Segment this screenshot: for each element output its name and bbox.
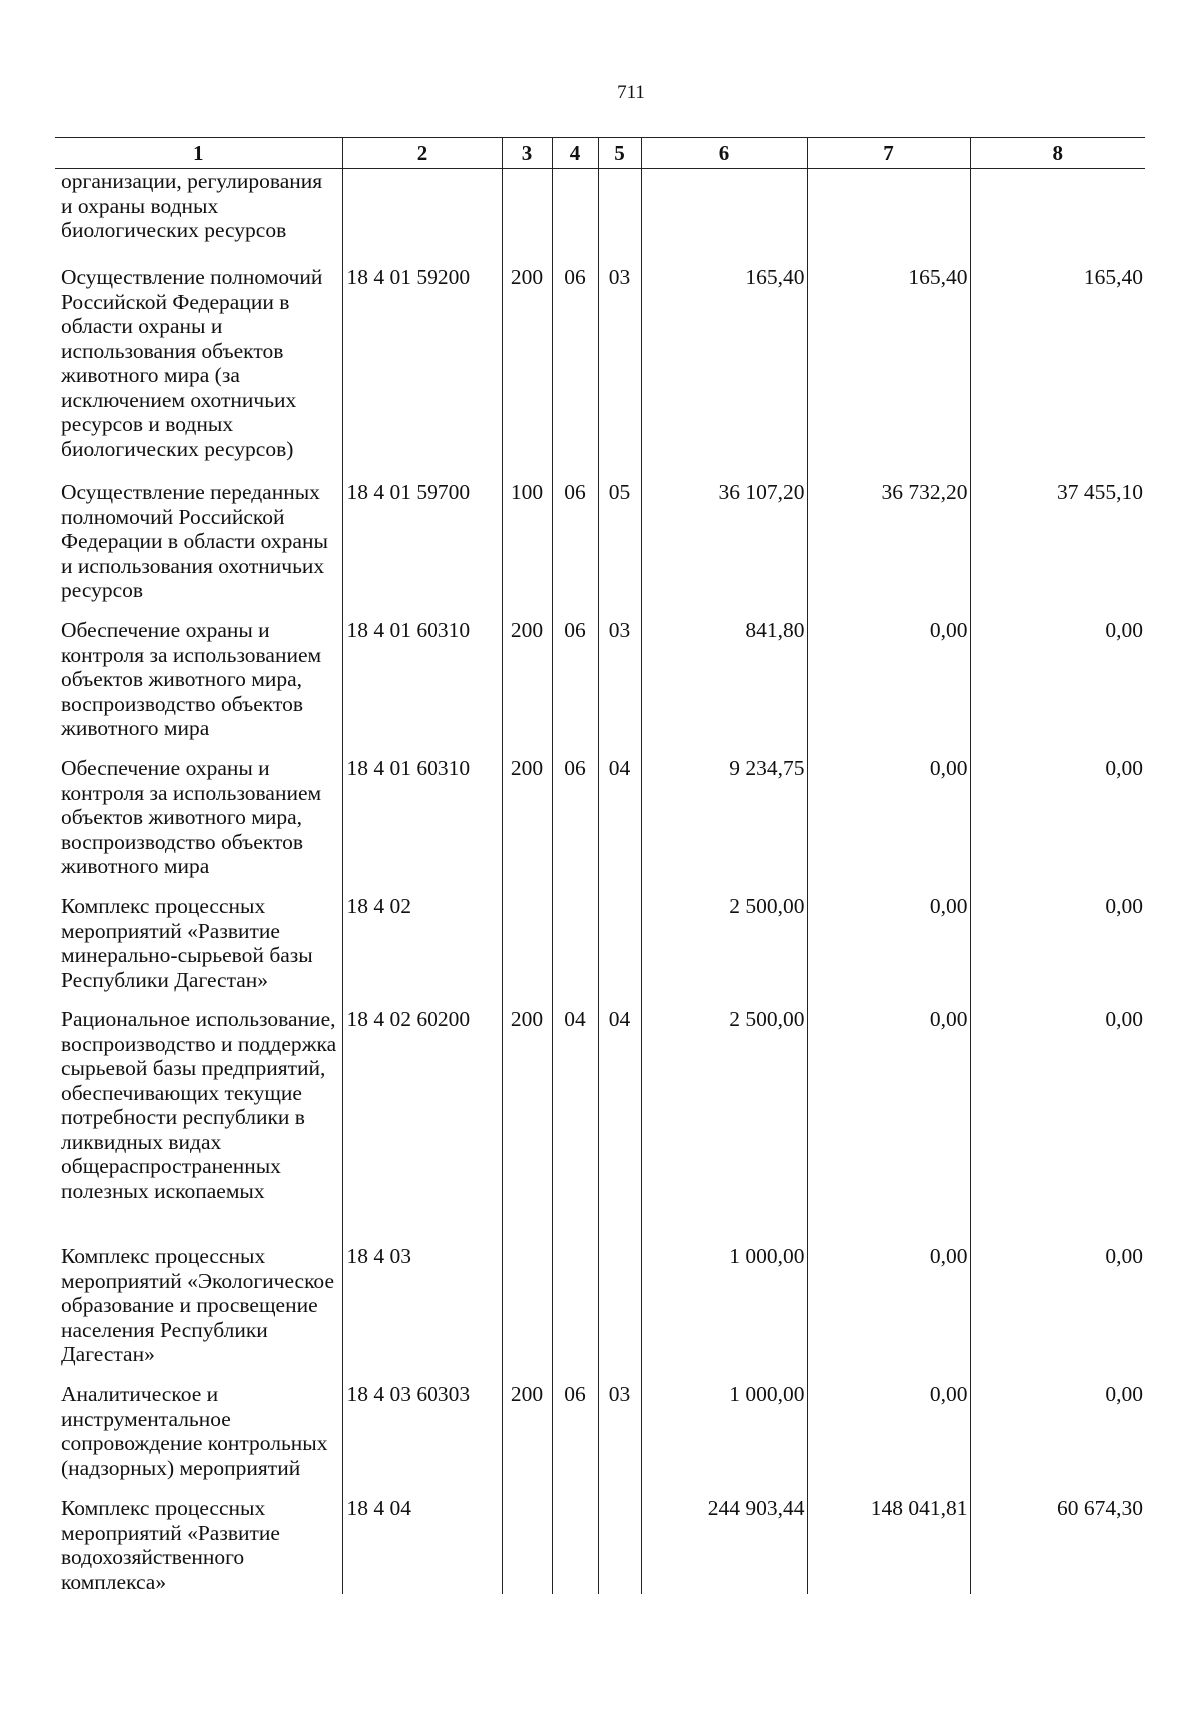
row-col5 xyxy=(598,1496,641,1594)
row-value-8: 165,40 xyxy=(970,265,1145,480)
row-col5 xyxy=(598,1244,641,1382)
row-description: Комплекс процессных мероприятий «Развитие минерально-сырьевой базы Республики Дагестан» xyxy=(61,894,313,992)
table-row xyxy=(55,1007,1145,1244)
row-value-8: 0,00 xyxy=(970,1244,1145,1382)
row-col4: 06 xyxy=(552,480,598,618)
column-header: 1 xyxy=(55,138,342,169)
row-value-6: 9 234,75 xyxy=(641,756,807,894)
row-description: Рациональное использование, воспроизводство и поддержка сырьевой базы предприятий, обеспечивающих текущие потребности республики в ликвидных видах общераспространенных полезных ископаемых xyxy=(61,1007,337,1203)
row-col3: 200 xyxy=(502,265,552,480)
table-row xyxy=(55,480,1145,618)
row-value-6: 244 903,44 xyxy=(641,1496,807,1594)
row-col3 xyxy=(502,894,552,1007)
table-row xyxy=(55,1496,1145,1594)
table-header-row xyxy=(55,138,1145,169)
row-col3: 200 xyxy=(502,756,552,894)
row-value-8: 0,00 xyxy=(970,1382,1145,1496)
column-header: 8 xyxy=(970,138,1145,169)
row-value-7: 0,00 xyxy=(807,894,970,1007)
row-col5: 05 xyxy=(598,480,641,618)
row-value-7: 0,00 xyxy=(807,618,970,756)
row-col5: 03 xyxy=(598,618,641,756)
row-col4: 04 xyxy=(552,1007,598,1244)
column-header: 6 xyxy=(641,138,807,169)
row-value-8: 37 455,10 xyxy=(970,480,1145,618)
row-value-6: 2 500,00 xyxy=(641,1007,807,1244)
row-col4: 06 xyxy=(552,618,598,756)
row-col3 xyxy=(502,1244,552,1382)
row-description: Обеспечение охраны и контроля за использованием объектов животного мира, воспроизводство объектов животного мира xyxy=(61,618,322,740)
row-col3: 200 xyxy=(502,1007,552,1244)
row-value-7: 36 732,20 xyxy=(807,480,970,618)
row-description: Комплекс процессных мероприятий «Развитие водохозяйственного комплекса» xyxy=(61,1496,280,1594)
row-value-7: 0,00 xyxy=(807,1244,970,1382)
row-description: Аналитическое и инструментальное сопровождение контрольных (надзорных) мероприятий xyxy=(61,1382,328,1480)
row-col5: 04 xyxy=(598,756,641,894)
table-row xyxy=(55,1382,1145,1496)
table-row xyxy=(55,618,1145,756)
row-value-7: 0,00 xyxy=(807,1007,970,1244)
row-value-6: 36 107,20 xyxy=(641,480,807,618)
budget-table xyxy=(55,137,1145,1594)
row-code: 18 4 01 59200 xyxy=(342,265,502,480)
row-code: 18 4 01 59700 xyxy=(342,480,502,618)
row-code: 18 4 03 xyxy=(342,1244,502,1382)
row-code: 18 4 03 60303 xyxy=(342,1382,502,1496)
row-col3 xyxy=(502,169,552,266)
row-value-7: 0,00 xyxy=(807,1382,970,1496)
row-col3: 100 xyxy=(502,480,552,618)
row-description: Осуществление переданных полномочий Российской Федерации в области охраны и использования охотничьих ресурсов xyxy=(61,480,328,602)
row-value-8: 0,00 xyxy=(970,894,1145,1007)
row-value-6: 2 500,00 xyxy=(641,894,807,1007)
row-code: 18 4 02 xyxy=(342,894,502,1007)
row-code: 18 4 02 60200 xyxy=(342,1007,502,1244)
row-value-8: 0,00 xyxy=(970,618,1145,756)
row-col5 xyxy=(598,169,641,266)
column-header: 4 xyxy=(552,138,598,169)
column-header: 7 xyxy=(807,138,970,169)
row-description: Комплекс процессных мероприятий «Экологическое образование и просвещение населения Республики Дагестан» xyxy=(61,1244,334,1366)
row-col4 xyxy=(552,1496,598,1594)
row-col3: 200 xyxy=(502,618,552,756)
row-value-7: 148 041,81 xyxy=(807,1496,970,1594)
row-value-6 xyxy=(641,169,807,266)
row-value-7 xyxy=(807,169,970,266)
row-col4: 06 xyxy=(552,756,598,894)
row-value-6: 841,80 xyxy=(641,618,807,756)
column-header: 3 xyxy=(502,138,552,169)
table-row xyxy=(55,169,1145,266)
row-col4 xyxy=(552,169,598,266)
row-code xyxy=(342,169,502,266)
row-col3 xyxy=(502,1496,552,1594)
row-col4: 06 xyxy=(552,1382,598,1496)
row-col5: 03 xyxy=(598,265,641,480)
row-value-7: 0,00 xyxy=(807,756,970,894)
row-code: 18 4 01 60310 xyxy=(342,618,502,756)
row-col5: 03 xyxy=(598,1382,641,1496)
row-code: 18 4 04 xyxy=(342,1496,502,1594)
row-value-6: 1 000,00 xyxy=(641,1244,807,1382)
row-col5: 04 xyxy=(598,1007,641,1244)
row-code: 18 4 01 60310 xyxy=(342,756,502,894)
row-value-8: 0,00 xyxy=(970,1007,1145,1244)
page-number: 711 xyxy=(617,82,645,103)
row-value-7: 165,40 xyxy=(807,265,970,480)
row-col4 xyxy=(552,894,598,1007)
row-value-6: 1 000,00 xyxy=(641,1382,807,1496)
row-value-8: 60 674,30 xyxy=(970,1496,1145,1594)
row-col4 xyxy=(552,1244,598,1382)
row-col4: 06 xyxy=(552,265,598,480)
row-col3: 200 xyxy=(502,1382,552,1496)
table-row xyxy=(55,756,1145,894)
table-row xyxy=(55,894,1145,1007)
table-row xyxy=(55,1244,1145,1382)
column-header: 2 xyxy=(342,138,502,169)
row-value-8: 0,00 xyxy=(970,756,1145,894)
row-description: Обеспечение охраны и контроля за использованием объектов животного мира, воспроизводство объектов животного мира xyxy=(61,756,322,878)
row-description: организации, регулирования и охраны водных биологических ресурсов xyxy=(61,169,323,242)
row-value-8 xyxy=(970,169,1145,266)
row-description: Осуществление полномочий Российской Федерации в области охраны и использования объектов животного мира (за исключением охотничьих ресурсов и водных биологических ресурсов) xyxy=(61,265,323,461)
row-value-6: 165,40 xyxy=(641,265,807,480)
table-row xyxy=(55,265,1145,480)
row-col5 xyxy=(598,894,641,1007)
column-header: 5 xyxy=(598,138,641,169)
